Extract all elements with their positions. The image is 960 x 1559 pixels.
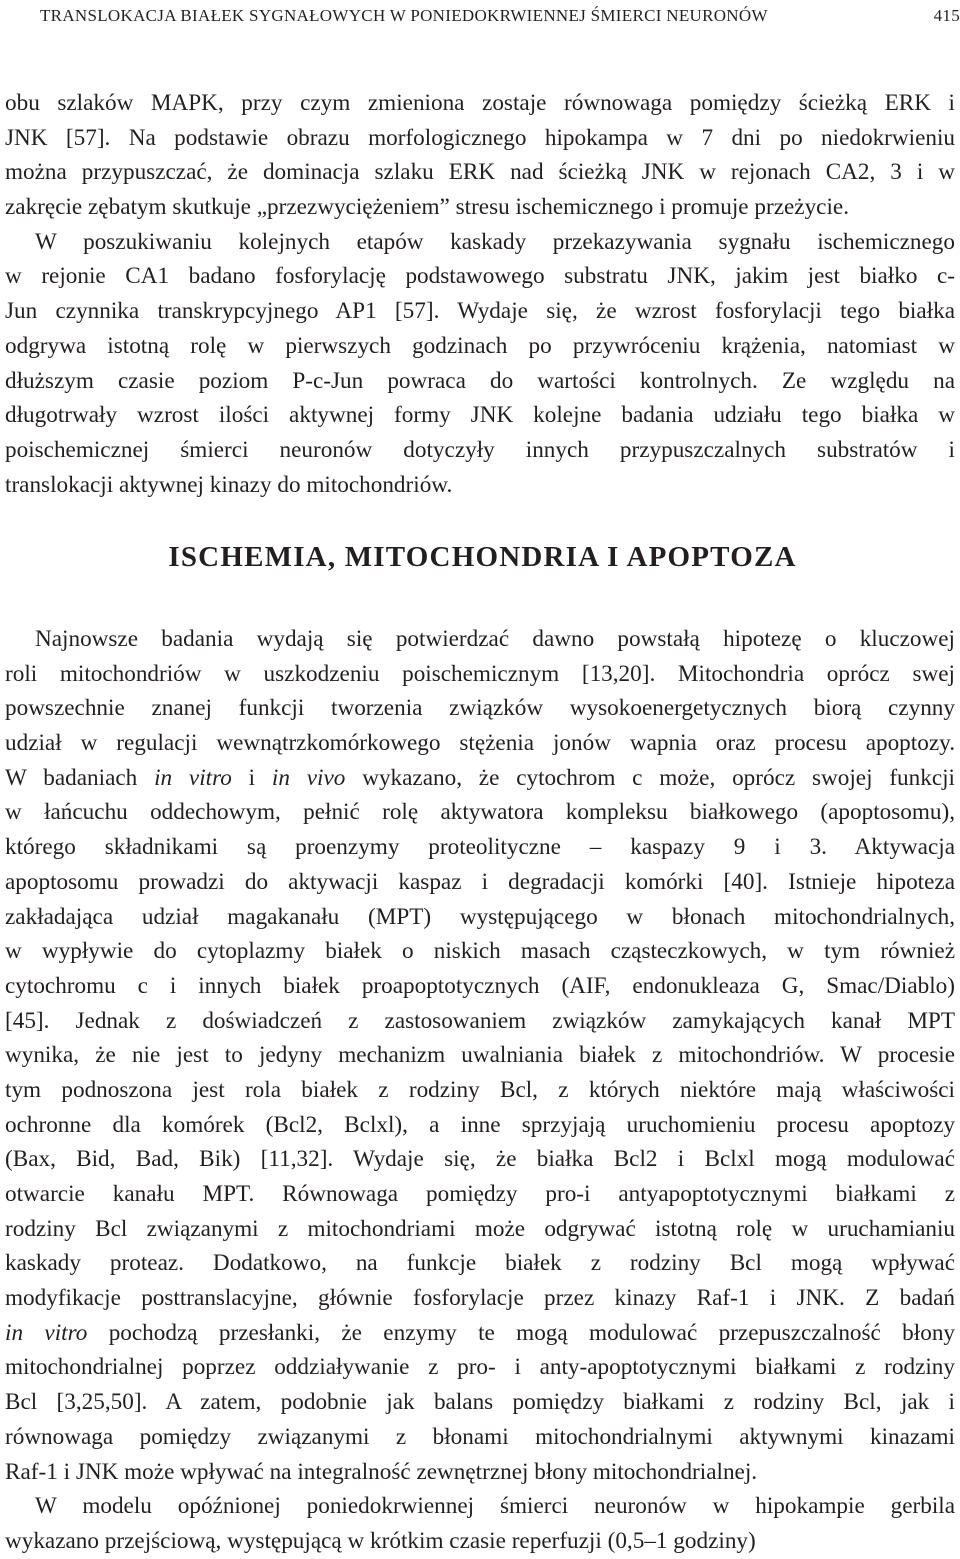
text-line: dłuższym czasie poziom P-c-Jun powraca do wartości kontrolnych. Ze względu na [5, 367, 955, 394]
text-line: Raf-1 i JNK może wpływać na integralność zewnętrznej błony mitochondrialnej. [5, 1458, 758, 1485]
text-line: długotrwały wzrost ilości aktywnej formy JNK kolejne badania udziału tego białka w [5, 402, 955, 429]
text-line: wynika, że nie jest to jedyny mechanizm uwalniania białek z mitochondriów. W procesie [5, 1042, 955, 1069]
text-line: równowaga pomiędzy związanymi z błonami mitochondrialnymi aktywnymi kinazami [5, 1423, 955, 1450]
text-line [5, 1316, 955, 1351]
text-line: Najnowsze badania wydają się potwierdzać dawno powstałą hipotezę o kluczowej [35, 626, 955, 652]
text-line: zakręcie zębatym skutkuje „przezwyciężeniem” stresu ischemicznego i promuje przeżycie. [5, 194, 849, 221]
text-line: Jun czynnika transkrypcyjnego AP1 [57]. Wydaje się, że wzrost fosforylacji tego białka [5, 298, 955, 325]
text-line: którego składnikami są proenzymy proteolityczne – kaspazy 9 i 3. Aktywacja [5, 834, 955, 861]
text-line: roli mitochondriów w uszkodzeniu poischemicznym [13,20]. Mitochondria oprócz swej [5, 660, 955, 687]
text-line: mitochondrialnej poprzez oddziaływanie z pro- i anty-apoptotycznymi białkami z rodziny [5, 1354, 955, 1381]
text-line: w łańcuchu oddechowym, pełnić rolę aktywatora kompleksu białkowego (apoptosomu), [5, 799, 955, 826]
text-line: zakładająca udział magakanału (MPT) występującego w błonach mitochondrialnych, [5, 903, 955, 930]
text-line: modyfikacje posttranslacyjne, głównie fosforylacje przez kinazy Raf-1 i JNK. Z badań [5, 1285, 955, 1312]
paragraph-block-2 [5, 622, 955, 1559]
text-line: w rejonie CA1 badano fosforylację podstawowego substratu JNK, jakim jest białko c- [5, 263, 955, 290]
section-heading: ISCHEMIA, MITOCHONDRIA I APOPTOZA [168, 541, 797, 573]
text-line: można przypuszczać, że dominacja szlaku ERK nad ścieżką JNK w rejonach CA2, 3 i w [5, 159, 955, 186]
italic-term: in vitro [5, 1319, 88, 1346]
running-header [40, 6, 960, 30]
text-line: W modelu opóźnionej poniedokrwiennej śmierci neuronów w hipokampie gerbila [35, 1493, 955, 1520]
text-line: obu szlaków MAPK, przy czym zmieniona zostaje równowaga pomiędzy ścieżką ERK i [5, 90, 955, 116]
text-line: JNK [57]. Na podstawie obrazu morfologicznego hipokampa w 7 dni po niedokrwieniu [5, 124, 955, 151]
text-line: Bcl [3,25,50]. A zatem, podobnie jak balans pomiędzy białkami z rodziny Bcl, jak i [5, 1389, 955, 1416]
text-line: (Bax, Bid, Bad, Bik) [11,32]. Wydaje się, że białka Bcl2 i Bclxl mogą modulować [5, 1146, 955, 1173]
text-line: kaskady proteaz. Dodatkowo, na funkcje białek z rodziny Bcl mogą wpływać [5, 1250, 955, 1277]
text-line: rodziny Bcl związanymi z mitochondriami może odgrywać istotną rolę w uruchamianiu [5, 1215, 955, 1242]
italic-term: in vitro [154, 764, 232, 791]
running-title: TRANSLOKACJA BIAŁEK SYGNAŁOWYCH W PONIEDOKRWIENNEJ ŚMIERCI NEURONÓW [40, 6, 768, 25]
text-line: w wypływie do cytoplazmy białek o niskich masach cząsteczkowych, w tym również [5, 938, 955, 965]
text-line: ochronne dla komórek (Bcl2, Bclxl), a inne sprzyjają uruchomieniu procesu apoptozy [5, 1111, 955, 1138]
text-line: wykazano przejściową, występującą w krótkim czasie reperfuzji (0,5–1 godziny) [5, 1527, 756, 1554]
text-line: odgrywa istotną rolę w pierwszych godzinach po przywróceniu krążenia, natomiast w [5, 332, 955, 359]
text-run: pochodzą przesłanki, że enzymy te mogą modulować przepuszczalność błony [87, 1319, 956, 1346]
text-line: cytochromu c i innych białek proapoptotycznych (AIF, endonukleaza G, Smac/Diablo) [5, 972, 955, 999]
text-line: W poszukiwaniu kolejnych etapów kaskady przekazywania sygnału ischemicznego [35, 228, 955, 255]
paragraph-block-1 [5, 86, 955, 502]
text-line: otwarcie kanału MPT. Równowaga pomiędzy pro-i antyapoptotycznymi białkami z [5, 1181, 955, 1207]
text-line: powszechnie znanej funkcji tworzenia związków wysokoenergetycznych biorą czynny [5, 695, 955, 722]
text-line: apoptosomu prowadzi do aktywacji kaspaz i degradacji komórki [40]. Istnieje hipoteza [5, 868, 955, 895]
text-run: i [231, 764, 272, 791]
text-line: translokacji aktywnej kinazy do mitochondriów. [5, 471, 453, 498]
text-run: wykazano, że cytochrom c może, oprócz swojej funkcji [345, 764, 956, 791]
text-line [5, 761, 955, 796]
text-line: [45]. Jednak z doświadczeń z zastosowaniem związków zamykających kanał MPT [5, 1007, 955, 1034]
text-line: udział w regulacji wewnątrzkomórkowego stężenia jonów wapnia oraz procesu apoptozy. [5, 730, 955, 757]
text-run: W badaniach [5, 764, 155, 791]
italic-term: in vivo [271, 764, 346, 791]
text-line: tym podnoszona jest rola białek z rodziny Bcl, z których niektóre mają właściwości [5, 1076, 955, 1103]
text-line: poischemicznej śmierci neuronów dotyczyły innych przypuszczalnych substratów i [5, 436, 955, 463]
page-number: 415 [933, 6, 960, 25]
